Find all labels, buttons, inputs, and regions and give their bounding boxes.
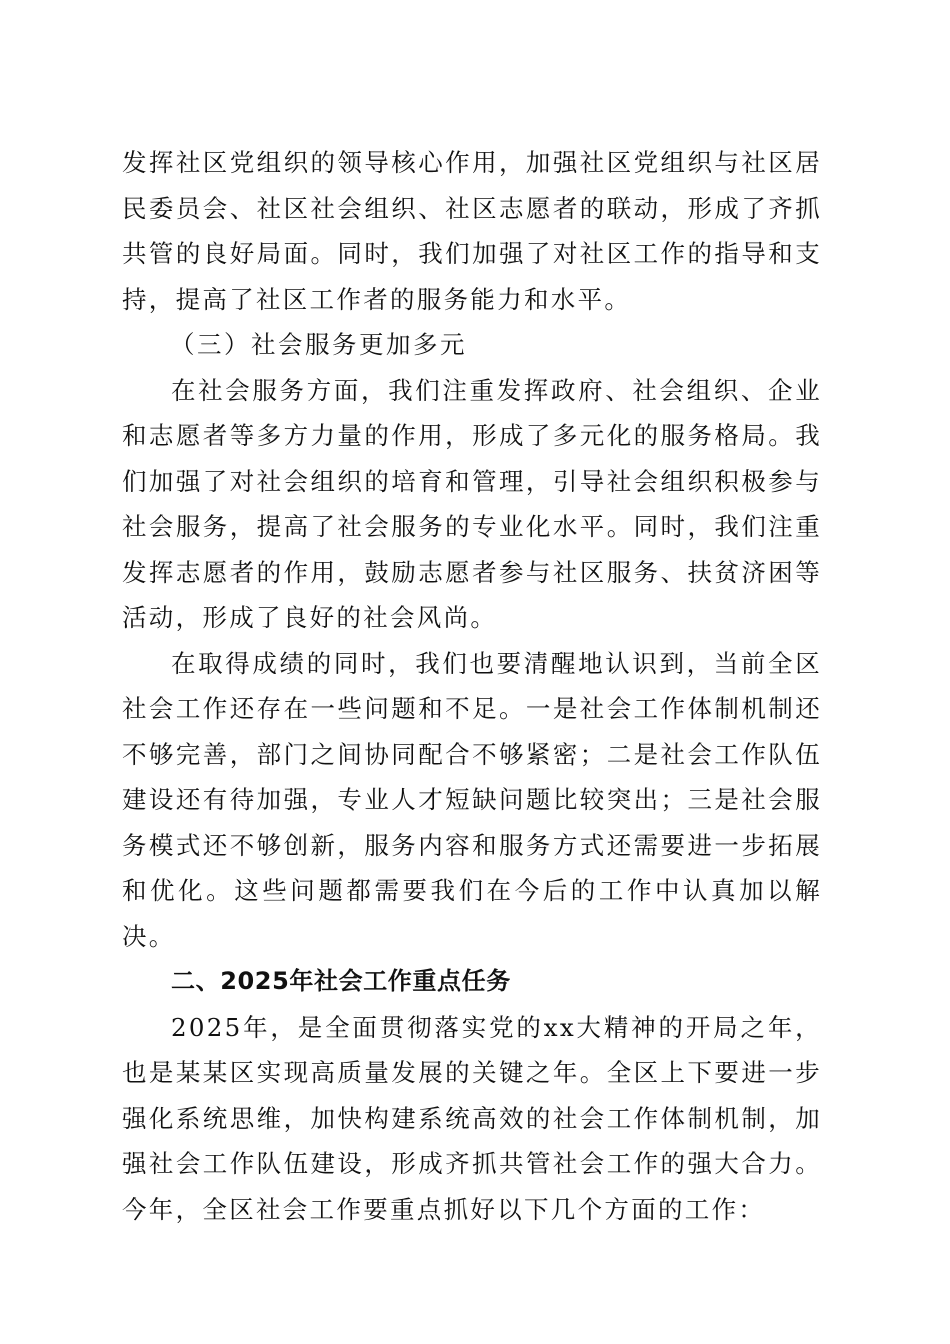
- paragraph-problems: 在取得成绩的同时，我们也要清醒地认识到，当前全区社会工作还存在一些问题和不足。一是社会工作体制机制还不够完善，部门之间协同配合不够紧密；二是社会工作队伍建设还有待加强，专业人才短缺问题比较突出；三是社会服务模式还不够创新，服务内容和服务方式还需要进一步拓展和优化。这些问题都需要我们在今后的工作中认真加以解决。: [122, 648, 822, 951]
- paragraph-social-services: 在社会服务方面，我们注重发挥政府、社会组织、企业和志愿者等多方力量的作用，形成了多元化的服务格局。我们加强了对社会组织的培育和管理，引导社会组织积极参与社会服务，提高了社会服务的专业化水平。同时，我们注重发挥志愿者的作用，鼓励志愿者参与社区服务、扶贫济困等活动，形成了良好的社会风尚。: [122, 375, 822, 632]
- paragraph-2025-tasks: 2025年，是全面贯彻落实党的xx大精神的开局之年，也是某某区实现高质量发展的关键之年。全区上下要进一步强化系统思维，加快构建系统高效的社会工作体制机制，加强社会工作队伍建设，形成齐抓共管社会工作的强大合力。今年，全区社会工作要重点抓好以下几个方面的工作：: [122, 1012, 822, 1224]
- paragraph-continuation: 发挥社区党组织的领导核心作用，加强社区党组织与社区居民委员会、社区社会组织、社区志愿者的联动，形成了齐抓共管的良好局面。同时，我们加强了对社区工作的指导和支持，提高了社区工作者的服务能力和水平。: [122, 148, 822, 314]
- document-body: [122, 140, 822, 1232]
- section-heading-2: 二、2025年社会工作重点任务: [171, 967, 511, 995]
- section-subheading-3: （三）社会服务更加多元: [170, 330, 467, 359]
